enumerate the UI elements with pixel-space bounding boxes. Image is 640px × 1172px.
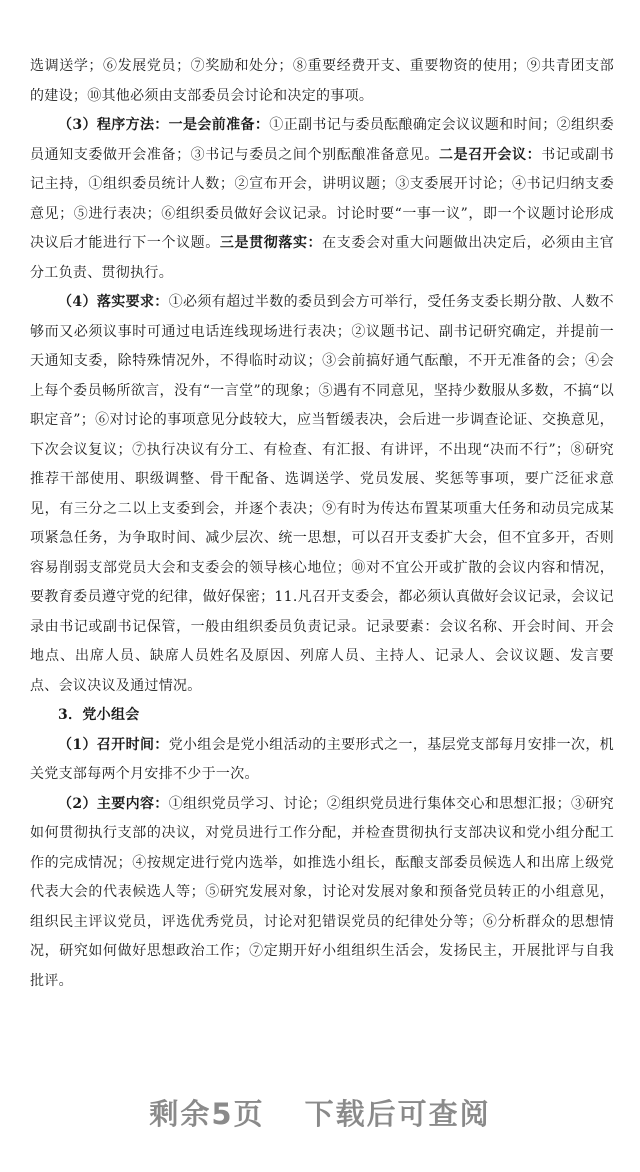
remaining-pages-text: 剩余5页 — [149, 1097, 265, 1131]
paragraph-meeting-time — [30, 731, 614, 790]
bold-label: （2）主要内容： — [58, 795, 169, 812]
paragraph-text: ①组织党员学习、讨论；②组织党员进行集体交心和思想汇报；③研究如何贯彻执行支部的决议，对党员进行工作分配，并检查贯彻执行支部决议和党小组分配工作的完成情况；④按规定进行党内选举，如推选小组长，酝酿支部委员候选人和出席上级党代表大会的代表候选人等；⑤研究发展对象，讨论对发展对象和预备党员转正的小组意见，组织民主评议党员，评选优秀党员，讨论对犯错误党员的纪律处分等；⑥分析群众的思想情况，研究如何做好思想政治工作；⑦定期开好小组组织生活会，发扬民主，开展批评与自我批评。 — [30, 795, 614, 989]
section-heading-party-group-meeting — [30, 701, 614, 731]
paragraph-main-content — [30, 790, 614, 997]
bold-label: （3）程序方法：一是会前准备： — [58, 117, 270, 133]
paragraph-text: 党小组会是党小组活动的主要形式之一，基层党支部每月安排一次，机关党支部每两个月安排不少于一次。 — [30, 736, 614, 782]
bold-label: （1）召开时间： — [58, 736, 169, 753]
bold-label: 三是贯彻落实： — [219, 235, 323, 251]
paragraph-text: 在支委会对重大问题做出决定后，必须由主官分工负责、贯彻执行。 — [30, 235, 615, 281]
paragraph-procedure-method — [30, 111, 614, 288]
paragraph-text: 选调送学；⑥发展党员；⑦奖励和处分；⑧重要经费开支、重要物资的使用；⑨共青团支部的建设；⑩其他必须由支部委员会讨论和决定的事项。 — [30, 58, 614, 104]
paragraph-text: 书记或副书记主持，①组织委员统计人数；②宣布开会，讲明议题；③支委展开讨论；④书记归纳支委意见；⑤进行表决；⑥组织委员做好会议记录。讨论时要“一事一议”，即一个议题讨论形成决议后才能进行下一个议题。 — [30, 146, 615, 251]
bold-label: 3．党小组会 — [58, 707, 140, 723]
bold-label: 二是召开会议： — [439, 146, 542, 163]
download-to-view-text: 下载后可查阅 — [304, 1097, 491, 1131]
document-body — [30, 52, 614, 996]
paragraph-committee-matters — [30, 52, 614, 111]
download-watermark[interactable] — [0, 1092, 640, 1133]
paragraph-text: ①正副书记与委员酝酿确定会议议题和时间；②组织委员通知支委做开会准备；③书记与委员之间个别酝酿准备意见。 — [30, 117, 614, 163]
bold-label: （4）落实要求： — [58, 294, 169, 310]
paragraph-implementation-requirements — [30, 288, 614, 701]
paragraph-text: ①必须有超过半数的委员到会方可举行，受任务支委长期分散、人数不够而又必须议事时可通过电话连线现场进行表决；②议题书记、副书记研究确定，并提前一天通知支委，除特殊情况外，不得临时动议；③会前搞好通气酝酿，不开无准备的会；④会上每个委员畅所欲言，没有“一言堂”的现象；⑤遇有不同意见，坚持少数服从多数，不搞“以职定音”；⑥对讨论的事项意见分歧较大，应当暂缓表决，会后进一步调查论证、交换意见，下次会议复议；⑦执行决议有分工、有检查、有汇报、有讲评，不出现“决而不行”；⑧研究推荐干部使用、职级调整、骨干配备、选调送学、党员发展、奖惩等事项，要广泛征求意见，有三分之二以上支委到会，并逐个表决；⑨有时为传达布置某项重大任务和动员完成某项紧急任务，为争取时间、减少层次、统一思想，可以召开支委扩大会，但不宜多开，否则容易削弱支部党员大会和支委会的领导核心地位；⑩对不宜公开或扩散的会议内容和情况，要教育委员遵守党的纪律，做好保密；11.凡召开支委会，都必须认真做好会议记录，会议记录由书记或副书记保管，一般由组织委员负责记录。记录要素：会议名称、开会时间、开会地点、出席人员、缺席人员姓名及原因、列席人员、主持人、记录人、会议议题、发言要点、会议决议及通过情况。 — [30, 294, 614, 694]
